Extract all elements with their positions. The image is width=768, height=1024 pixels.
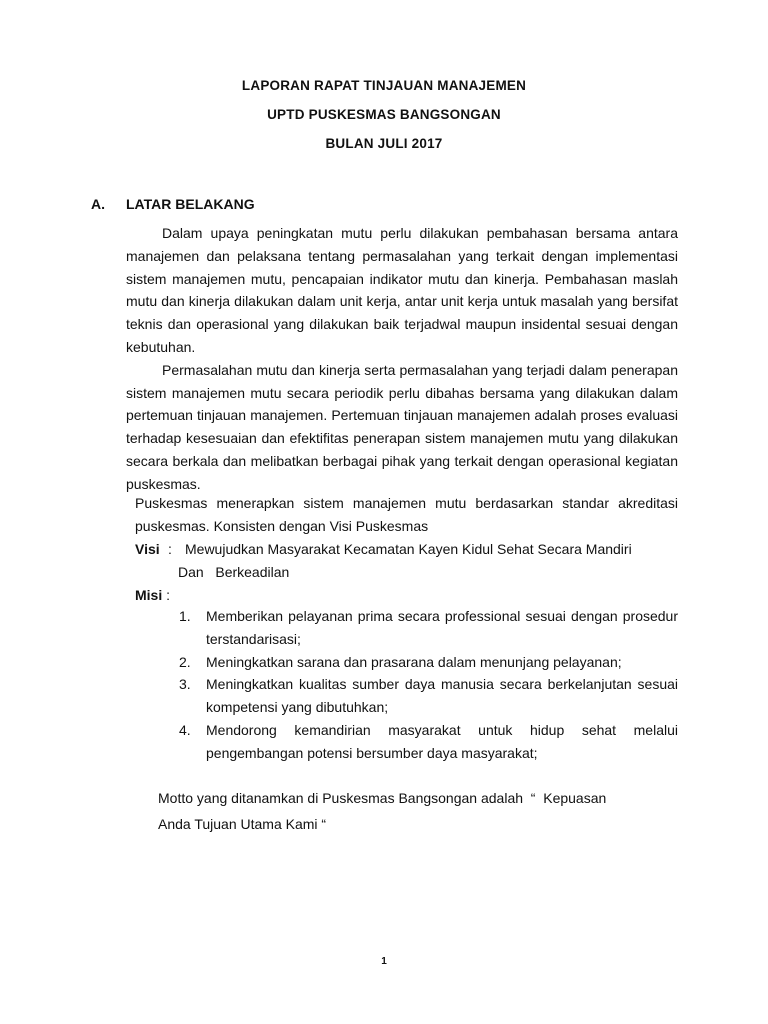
paragraph-3: Puskesmas menerapkan sistem manajemen mutu berdasarkan standar akreditasi puskesmas. Konsisten dengan Visi Puskesmas xyxy=(135,495,678,534)
visi-label: Visi xyxy=(135,541,160,557)
misi-colon: : xyxy=(166,587,171,603)
visi-text-line2: Dan Berkeadilan xyxy=(178,563,290,580)
misi-item xyxy=(179,651,678,674)
motto-block xyxy=(158,785,658,837)
background-body xyxy=(126,222,678,496)
section-title: LATAR BELAKANG xyxy=(126,196,255,212)
visi-text-line1: Mewujudkan Masyarakat Kecamatan Kayen Kidul Sehat Secara Mandiri xyxy=(185,541,632,557)
misi-item xyxy=(179,673,678,719)
section-number: A. xyxy=(91,196,105,212)
motto-line2: Anda Tujuan Utama Kami “ xyxy=(158,816,327,832)
misi-item xyxy=(179,605,678,651)
motto-line1: Motto yang ditanamkan di Puskesmas Bangsongan adalah “ Kepuasan xyxy=(158,790,607,806)
misi-item-number: 1. xyxy=(179,608,191,624)
misi-label-row xyxy=(135,584,678,607)
paragraph-1: Dalam upaya peningkatan mutu perlu dilakukan pembahasan bersama antara manajemen dan pelaksana tentang permasalahan yang terkait dengan implementasi sistem manajemen mutu, pencapaian indikator mutu dan kinerja. Pembahasan maslah mutu dan kinerja dilakukan dalam unit kerja, antar unit kerja untuk masalah yang bersifat teknis dan operasional yang dilakukan baik terjadwal maupun insidental sesuai dengan kebutuhan. xyxy=(126,225,678,355)
report-title: LAPORAN RAPAT TINJAUAN MANAJEMEN xyxy=(241,78,527,93)
misi-list xyxy=(179,605,678,765)
visi-colon: : xyxy=(168,541,172,557)
misi-item-text: Memberikan pelayanan prima secara professional sesuai dengan prosedur terstandarisasi; xyxy=(206,608,678,647)
misi-item xyxy=(179,719,678,765)
misi-item-text: Meningkatkan kualitas sumber daya manusia secara berkelanjutan sesuai kompetensi yang dibutuhkan; xyxy=(206,676,678,716)
institution-name: UPTD PUSKESMAS BANGSONGAN xyxy=(267,107,501,122)
misi-item-text: Mendorong kemandirian masyarakat untuk hidup sehat melalui pengembangan potensi bersumber daya masyarakat; xyxy=(206,721,678,761)
misi-item-number: 4. xyxy=(179,721,191,738)
misi-item-number: 2. xyxy=(179,653,191,670)
misi-item-text: Meningkatkan sarana dan prasarana dalam menunjang pelayanan; xyxy=(206,653,622,670)
page-number: 1 xyxy=(381,956,387,967)
report-period: BULAN JULI 2017 xyxy=(325,136,443,151)
paragraph-2: Permasalahan mutu dan kinerja serta permasalahan yang terjadi dalam penerapan sistem manajemen mutu secara periodik perlu dibahas bersama yang dilakukan dalam pertemuan tinjauan manajemen. Pertemuan tinjauan manajemen adalah proses evaluasi terhadap kesesuaian dan efektifitas penerapan sistem manajemen mutu yang dilakukan secara berkala dan melibatkan berbagai pihak yang terkait dengan operasional kegiatan puskesmas. xyxy=(126,361,678,492)
misi-item-number: 3. xyxy=(179,676,191,693)
visi-block xyxy=(135,538,678,584)
misi-label: Misi xyxy=(135,587,163,603)
